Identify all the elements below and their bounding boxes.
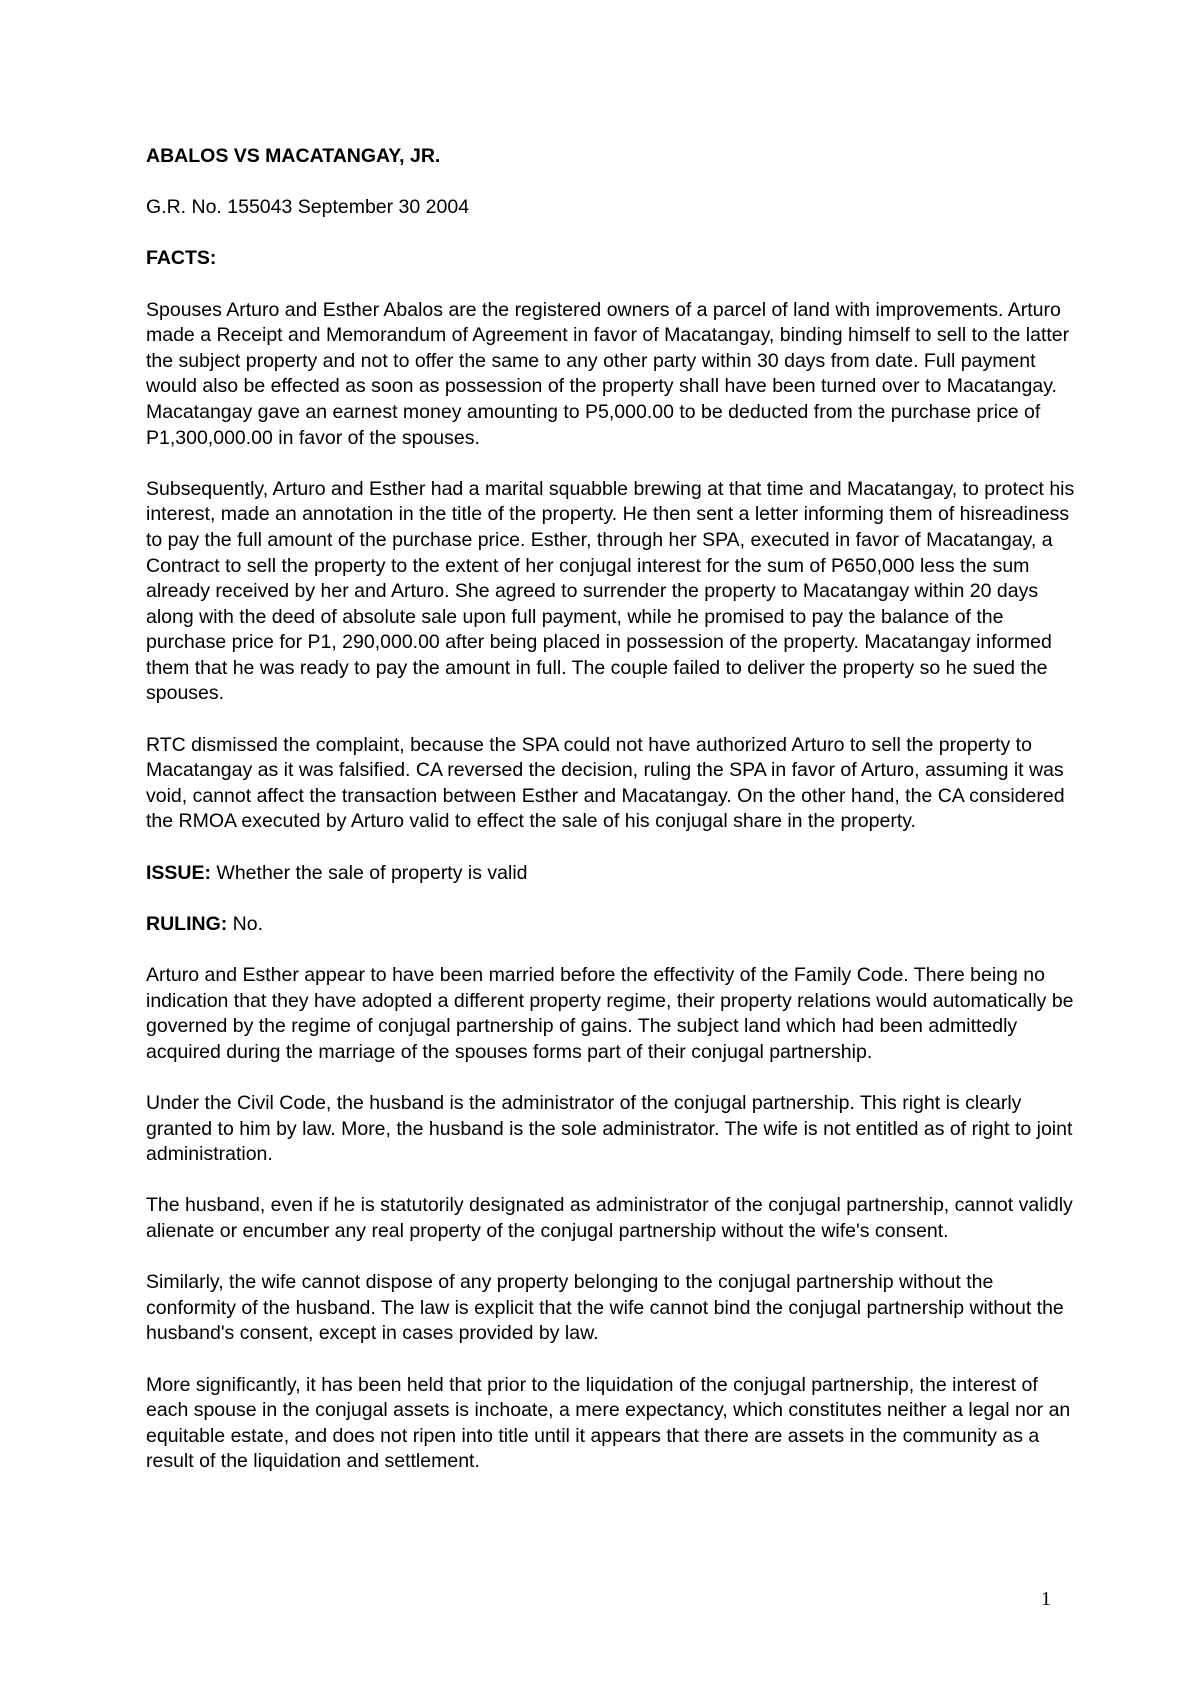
ruling-paragraph: More significantly, it has been held that prior to the liquidation of the conjugal partnership, the interest of each spouse in the conjugal assets is inchoate, a mere expectancy, which constitutes neither a legal nor an equitable estate, and does not ripen into title until it appears that there are assets in the community as a result of the liquidation and settlement. [146,1373,1071,1473]
facts-heading: FACTS: [146,247,217,270]
ruling-label: RULING: [146,912,228,935]
case-number: G.R. No. 155043 September 30 2004 [146,196,470,219]
ruling-paragraph: Under the Civil Code, the husband is the administrator of the conjugal partnership. This right is clearly granted to him by law. More, the husband is the sole administrator. The wife is not entitled as of right to joint administration. [146,1091,1073,1166]
facts-section [146,246,1076,451]
ruling-paragraph: Arturo and Esther appear to have been married before the effectivity of the Family Code. There being no indication that they have adopted a different property regime, their property relations would automatically be governed by the regime of conjugal partnership of gains. The subject land which had been admittedly acquired during the marriage of the spouses forms part of their conjugal partnership. [146,964,1074,1063]
ruling-line [146,912,1076,938]
page-number: 1 [1041,1588,1051,1610]
facts-paragraph: RTC dismissed the complaint, because the SPA could not have authorized Arturo to sell the property to Macatangay as it was falsified. CA reversed the decision, ruling the SPA in favor of Arturo, assuming it was void, cannot affect the transaction between Esther and Macatangay. On the other hand, the CA considered the RMOA executed by Arturo valid to effect the sale of his conjugal share in the property. [146,733,1065,833]
issue-label: ISSUE: [146,861,212,884]
issue-text: Whether the sale of property is valid [211,861,528,884]
document-body [146,144,1076,1500]
ruling-paragraph: Similarly, the wife cannot dispose of any property belonging to the conjugal partnership without the conformity of the husband. The law is explicit that the wife cannot bind the conjugal partnership without the husband's consent, except in cases provided by law. [146,1271,1064,1345]
ruling-paragraph: The husband, even if he is statutorily designated as administrator of the conjugal partnership, cannot validly alienate or encumber any real property of the conjugal partnership without the wife's consent. [146,1194,1073,1242]
facts-paragraph: Subsequently, Arturo and Esther had a marital squabble brewing at that time and Macatangay, to protect his interest, made an annotation in the title of the property. He then sent a letter informing them of hisreadiness to pay the full amount of the purchase price. Esther, through her SPA, executed in favor of Macatangay, a Contract to sell the property to the extent of her conjugal interest for the sum of P650,000 less the sum already received by her and Arturo. She agreed to surrender the property to Macatangay within 20 days along with the deed of absolute sale upon full payment, while he promised to pay the balance of the purchase price for P1, 290,000.00 after being placed in possession of the property. Macatangay informed them that he was ready to pay the amount in full. The couple failed to deliver the property so he sued the spouses. [146,477,1075,705]
case-title: ABALOS VS MACATANGAY, JR. [146,145,441,167]
facts-paragraph: Spouses Arturo and Esther Abalos are the registered owners of a parcel of land with improvements. Arturo made a Receipt and Memorandum of Agreement in favor of Macatangay, binding himself to sell to the latter the subject property and not to offer the same to any other party within 30 days from date. Full payment would also be effected as soon as possession of the property shall have been turned over to Macatangay. Macatangay gave an earnest money amounting to P5,000.00 to be deducted from the purchase price of P1,300,000.00 in favor of the spouses. [146,298,1070,449]
ruling-text: No. [227,912,264,935]
issue-line [146,861,1076,887]
